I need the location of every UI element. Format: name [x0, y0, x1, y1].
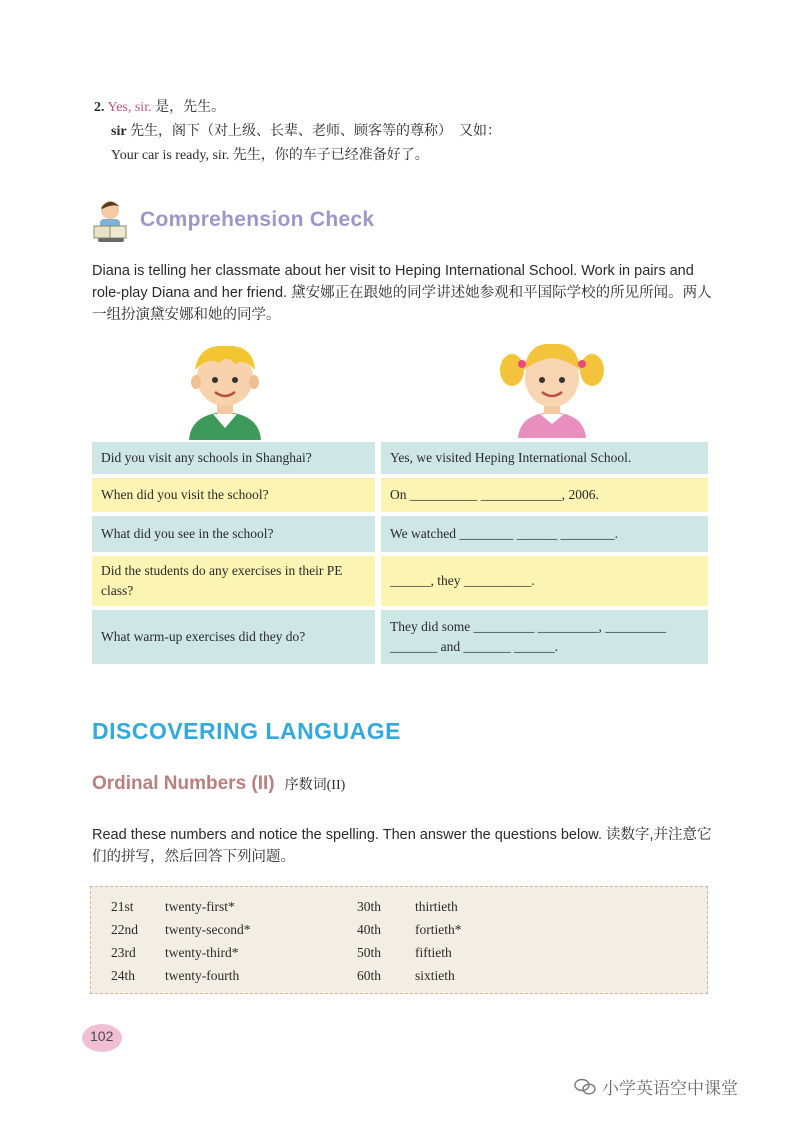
ordinal-title: Ordinal Numbers (II) [92, 773, 275, 794]
dialogue-answer: They did some _________ _________, _________ _______ and _______ ______. [381, 610, 708, 664]
ordinal-number: 21st [111, 899, 134, 914]
ordinal-word: thirtieth [415, 899, 458, 914]
dialogue-question: When did you visit the school? [92, 478, 375, 512]
note-example: Your car is ready, sir. 先生，你的车子已经准备好了。 [111, 148, 429, 163]
dialogue-table [92, 442, 708, 668]
dialogue-row [92, 556, 708, 606]
boy-illustration [175, 336, 275, 440]
dialogue-answer: ______, they __________. [381, 556, 708, 606]
note-number: 2. [94, 100, 105, 115]
ordinal-grid [111, 897, 535, 986]
ordinal-heading [92, 773, 345, 795]
comprehension-heading [90, 194, 374, 246]
note-phrase-meaning: 是，先生。 [155, 100, 226, 115]
ordinal-number: 23rd [111, 945, 136, 960]
ordinal-title-cn: 序数词(II) [284, 778, 346, 793]
comprehension-title: Comprehension Check [140, 208, 375, 231]
dialogue-row [92, 478, 708, 512]
section-heading: DISCOVERING LANGUAGE [92, 718, 402, 744]
ordinal-word: fortieth* [415, 922, 462, 937]
ordinal-word: twenty-fourth [165, 968, 240, 983]
ordinal-word: twenty-third* [165, 945, 239, 960]
dialogue-answer: Yes, we visited Heping International School. [381, 442, 708, 474]
wechat-icon [574, 1078, 596, 1096]
note-line-1 [94, 96, 501, 120]
dialogue-row [92, 610, 708, 664]
ordinal-number: 30th [357, 899, 382, 914]
ordinal-box [90, 886, 708, 994]
vocab-note [94, 96, 501, 168]
note-line-2 [94, 120, 501, 144]
dialogue-answer: On __________ ____________, 2006. [381, 478, 708, 512]
note-sir-word: sir [111, 124, 127, 139]
ordinal-number: 50th [357, 945, 382, 960]
dialogue-row [92, 516, 708, 552]
dialogue-answer: We watched ________ ______ ________. [381, 516, 708, 552]
dialogue-question: What warm-up exercises did they do? [92, 610, 375, 664]
dialogue-row [92, 442, 708, 474]
instruction-text: Read these numbers and notice the spelling. Then answer the questions below. 读数字,并注意它们的拼写，然后回答下列问题。 [92, 827, 712, 865]
ordinal-number: 60th [357, 968, 382, 983]
watermark-text: 小学英语空中课堂 [602, 1079, 738, 1099]
note-phrase: Yes, sir. [107, 100, 152, 115]
dialogue-question: Did you visit any schools in Shanghai? [92, 442, 375, 474]
ordinal-number: 40th [357, 922, 382, 937]
note-sir-meaning: 先生，阁下（对上级、长辈、老师、顾客等的尊称） 又如： [130, 124, 502, 139]
comprehension-intro: Diana is telling her classmate about her visit to Heping International School. Work in pairs and role-play Diana and her friend. 黛安娜正在跟她的同学讲述她参观和平国际学校的所见所闻。两人一组扮演黛安娜和她的同学。 [92, 263, 712, 323]
dialogue-question: What did you see in the school? [92, 516, 375, 552]
dialogue-question: Did the students do any exercises in their PE class? [92, 556, 375, 606]
ordinal-word: fiftieth [415, 945, 452, 960]
ordinal-word: sixtieth [415, 968, 455, 983]
ordinal-word: twenty-first* [165, 899, 235, 914]
ordinal-word: twenty-second* [165, 922, 251, 937]
watermark [574, 1074, 738, 1099]
ordinal-number: 24th [111, 968, 136, 983]
page-number: 102 [90, 1028, 114, 1044]
girl-illustration [498, 334, 606, 438]
ordinal-number: 22nd [111, 922, 138, 937]
reading-boy-icon [90, 196, 132, 244]
